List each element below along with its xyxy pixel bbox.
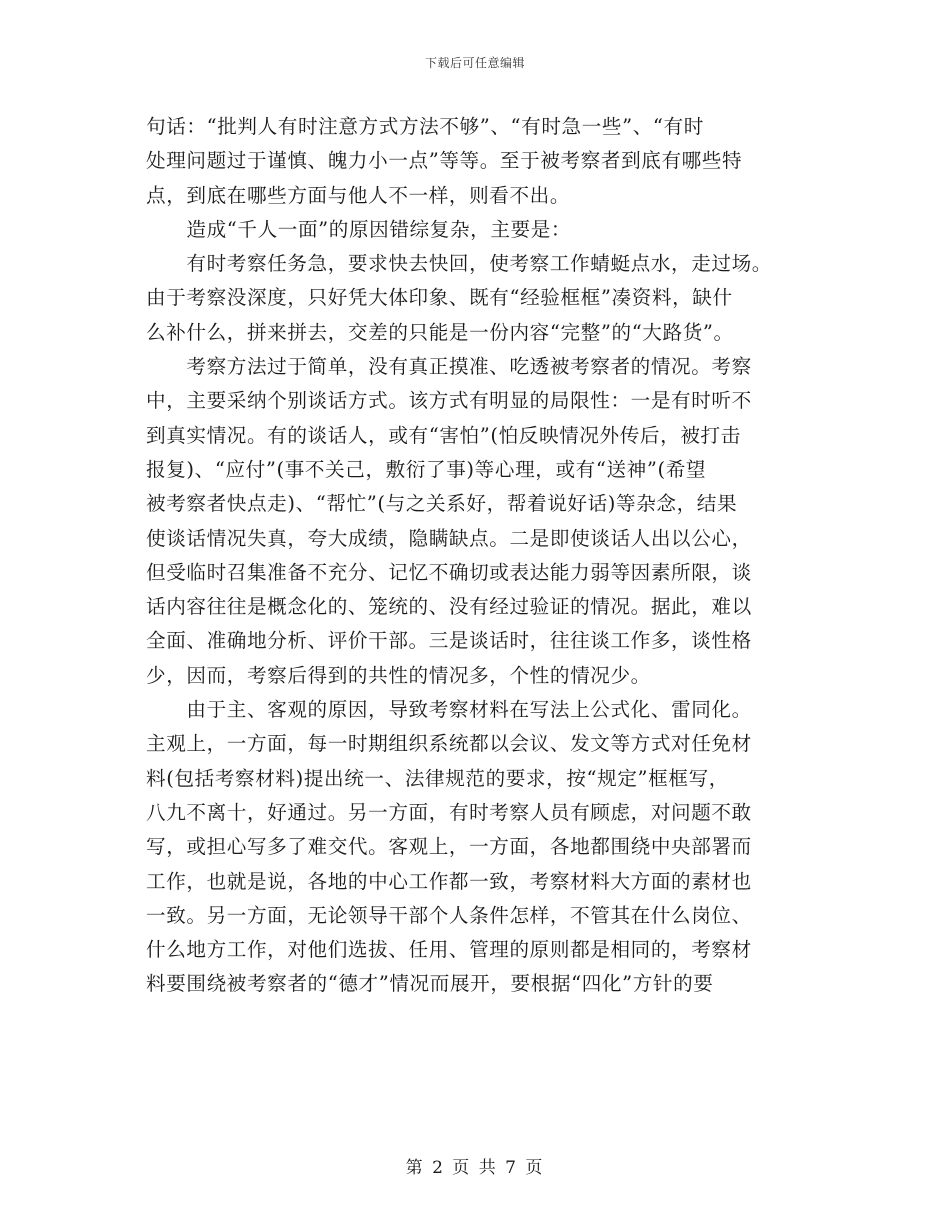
text-line: 工作，也就是说，各地的中心工作都一致，考察材料大方面的素材也 xyxy=(146,869,752,893)
text-line: 话内容往往是概念化的、笼统的、没有经过验证的情况。据此，难以 xyxy=(146,595,752,619)
text-line: 写，或担心写多了难交代。客观上，一方面，各地都围绕中央部署而 xyxy=(146,835,752,859)
text-line: 报复)、“应付”(事不关己，敷衍了事)等心理，或有“送神”(希望 xyxy=(146,457,707,481)
text-line: 八九不离十，好通过。另一方面，有时考察人员有顾虑，对问题不敢 xyxy=(146,800,752,824)
text-line: 点，到底在哪些方面与他人不一样，则看不出。 xyxy=(146,183,571,207)
text-line: 但受临时召集准备不充分、记忆不确切或表达能力弱等因素所限，谈 xyxy=(146,560,752,584)
page-number: 第 2 页 共 7 页 xyxy=(405,1158,545,1178)
text-line: 料要围绕被考察者的“德才”情况而展开，要根据“四化”方针的要 xyxy=(146,972,714,996)
text-line: 到真实情况。有的谈话人，或有“害怕”(怕反映情况外传后，被打击 xyxy=(146,423,741,447)
text-line: 句话：“批判人有时注意方式方法不够”、“有时急一些”、“有时 xyxy=(146,115,704,138)
text-line: 料(包括考察材料)提出统一、法律规范的要求，按“规定”框框写， xyxy=(146,766,729,790)
text-line: 造成“千人一面”的原因错综复杂，主要是： xyxy=(146,217,572,241)
text-line: 中，主要采纳个别谈话方式。该方式有明显的局限性：一是有时听不 xyxy=(146,389,752,413)
text-line: 被考察者快点走)、“帮忙”(与之关系好，帮着说好话)等杂念，结果 xyxy=(146,492,738,516)
text-line: 有时考察任务急，要求快去快回，使考察工作蜻蜓点水，走过场。 xyxy=(146,252,773,276)
page-header: 下载后可任意编辑 xyxy=(424,56,525,70)
text-line: 什么地方工作，对他们选拔、任用、管理的原则都是相同的，考察材 xyxy=(146,938,752,962)
text-line: 少，因而，考察后得到的共性的情况多，个性的情况少。 xyxy=(146,663,651,687)
text-line: 么补什么，拼来拼去，交差的只能是一份内容“完整”的“大路货”。 xyxy=(146,320,734,344)
text-line: 考察方法过于简单，没有真正摸准、吃透被考察者的情况。考察 xyxy=(146,355,752,379)
text-line: 处理问题过于谨慎、魄力小一点”等等。至于被考察者到底有哪些特 xyxy=(146,149,743,173)
text-line: 使谈话情况失真，夸大成绩，隐瞒缺点。二是即使谈话人出以公心， xyxy=(146,526,752,550)
document-body xyxy=(146,110,811,1002)
text-line: 由于主、客观的原因，导致考察材料在写法上公式化、雷同化。 xyxy=(146,698,752,722)
text-line: 全面、准确地分析、评价干部。三是谈话时，往往谈工作多，谈性格 xyxy=(146,629,752,653)
text-line: 一致。另一方面，无论领导干部个人条件怎样，不管其在什么岗位、 xyxy=(146,903,752,927)
text-line: 由于考察没深度，只好凭大体印象、既有“经验框框”凑资料，缺什 xyxy=(146,286,733,310)
text-line: 主观上，一方面，每一时期组织系统都以会议、发文等方式对任免材 xyxy=(146,732,752,756)
